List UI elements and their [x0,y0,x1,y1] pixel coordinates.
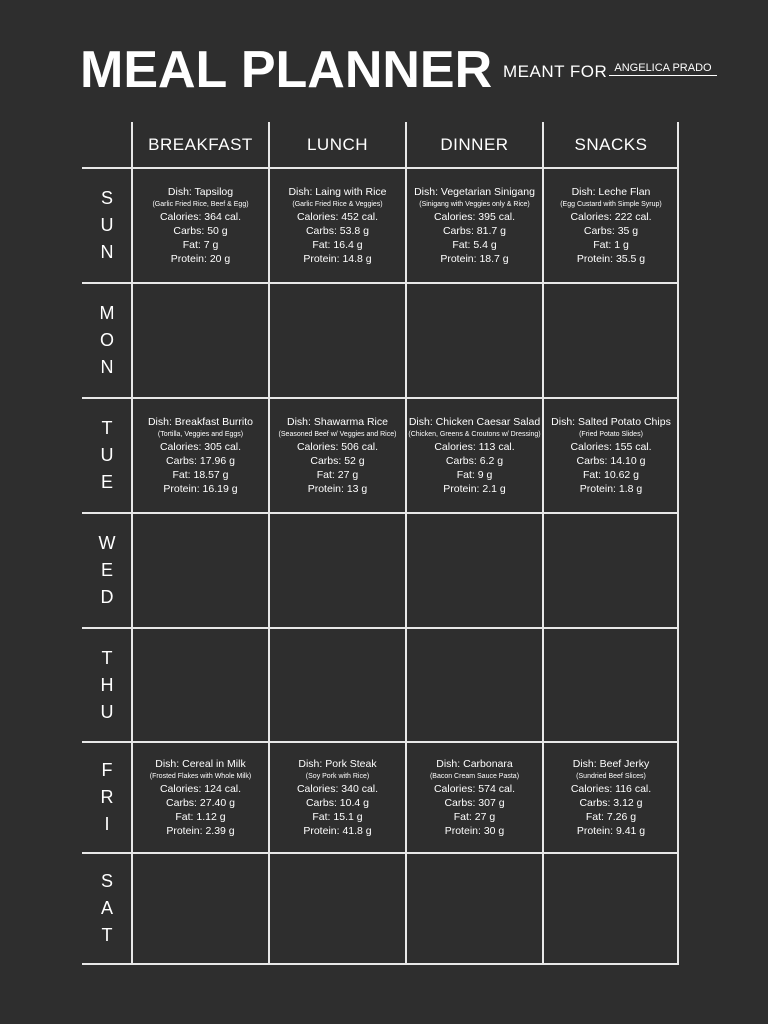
meal-calories: Calories: 155 cal. [570,441,652,453]
meal-cell[interactable] [132,398,269,513]
meal-dish: Dish: Tapsilog [167,186,234,198]
meal-cell[interactable] [269,168,406,283]
meal-cell[interactable] [406,742,543,853]
day-letter: N [100,357,114,377]
meal-dish: Dish: Cereal in Milk [155,758,246,770]
meal-fat: Fat: 15.1 g [312,811,363,823]
meal-dish: Dish: Chicken Caesar Salad [408,416,541,428]
day-letter: E [100,472,113,492]
meal-cell[interactable] [269,513,406,628]
meal-cell[interactable] [543,168,679,283]
day-letter: R [100,787,114,807]
day-letter: I [104,814,110,834]
meal-fat: Fat: 7 g [182,239,219,251]
day-letter: O [99,330,114,350]
meal-desc: (Tortilla, Veggies and Eggs) [157,431,244,438]
day-letter: T [101,647,113,668]
meal-cell[interactable] [406,283,543,398]
day-label [82,853,132,964]
meal-desc: (Garlic Fried Rice & Veggies) [292,201,383,208]
meal-desc: (Seasoned Beef w/ Veggies and Rice) [278,431,397,438]
day-label [82,168,132,283]
meal-fat: Fat: 1.12 g [175,811,226,823]
meal-desc: (Frosted Flakes with Whole Milk) [149,773,252,780]
meal-fat: Fat: 1 g [593,239,629,251]
meal-cell[interactable] [269,398,406,513]
meal-planner-grid [82,122,679,964]
day-label [82,283,132,398]
meal-cell[interactable] [132,853,269,964]
day-letter: A [100,898,113,918]
meal-cell[interactable] [543,742,679,853]
meal-protein: Protein: 18.7 g [440,253,509,265]
meal-cell[interactable] [543,398,679,513]
meal-cell[interactable] [269,742,406,853]
meal-protein: Protein: 14.8 g [303,253,372,265]
meal-fat: Fat: 9 g [456,469,493,481]
meal-cell[interactable] [406,628,543,742]
meal-dish: Dish: Salted Potato Chips [551,416,671,428]
meal-dish: Dish: Carbonara [436,758,513,770]
meal-protein: Protein: 13 g [307,483,368,495]
meal-carbs: Carbs: 307 g [444,797,505,809]
day-letter: E [100,560,113,580]
meal-carbs: Carbs: 14.10 g [576,455,646,467]
meal-dish: Dish: Vegetarian Sinigang [414,186,535,198]
meal-carbs: Carbs: 52 g [310,455,365,467]
meal-protein: Protein: 16.19 g [163,483,238,495]
meal-desc: (Garlic Fried Rice, Beef & Egg) [152,201,249,208]
day-letter: U [100,215,114,235]
meal-cell[interactable] [132,742,269,853]
meal-fat: Fat: 16.4 g [312,239,363,251]
meal-protein: Protein: 9.41 g [576,825,646,837]
meal-calories: Calories: 116 cal. [570,783,652,795]
page-title: MEAL PLANNER [80,41,493,99]
meal-cell[interactable] [269,283,406,398]
meal-desc: (Sinigang with Veggies only & Rice) [419,201,530,208]
day-letter: W [98,533,116,553]
meal-calories: Calories: 506 cal. [296,441,379,453]
meal-carbs: Carbs: 81.7 g [442,225,507,237]
meal-fat: Fat: 10.62 g [582,469,640,481]
meal-carbs: Carbs: 6.2 g [445,455,504,467]
meal-calories: Calories: 395 cal. [433,211,516,223]
meal-protein: Protein: 2.1 g [443,483,506,495]
meal-fat: Fat: 5.4 g [452,239,497,251]
meal-cell[interactable] [269,628,406,742]
day-letter: T [101,925,113,945]
day-letter: T [101,418,113,438]
meal-cell[interactable] [406,513,543,628]
meal-dish: Dish: Laing with Rice [288,186,387,198]
meal-cell[interactable] [543,513,679,628]
meal-protein: Protein: 1.8 g [579,483,643,495]
day-label [82,398,132,513]
day-letter: M [99,303,115,323]
meal-desc: (Chicken, Greens & Croutons w/ Dressing) [408,431,541,438]
meal-carbs: Carbs: 53.8 g [305,225,370,237]
meal-cell[interactable] [406,398,543,513]
meal-carbs: Carbs: 10.4 g [305,797,370,809]
meal-calories: Calories: 124 cal. [159,783,242,795]
day-letter: N [100,242,114,262]
meal-dish: Dish: Pork Steak [298,758,377,770]
meal-protein: Protein: 2.39 g [166,825,235,837]
day-letter: S [100,871,113,891]
meal-desc: (Bacon Cream Sauce Pasta) [429,773,520,780]
meal-carbs: Carbs: 27.40 g [166,797,235,809]
meal-cell[interactable] [132,283,269,398]
meal-carbs: Carbs: 3.12 g [579,797,643,809]
meal-cell[interactable] [406,853,543,964]
day-letter: U [100,445,114,465]
column-header-snacks: SNACKS [574,135,648,154]
meal-fat: Fat: 27 g [453,811,496,823]
day-label [82,513,132,628]
day-letter: S [100,188,113,208]
meant-for-label: MEANT FOR [503,62,608,81]
meal-cell[interactable] [543,283,679,398]
meal-calories: Calories: 364 cal. [159,211,242,223]
meal-dish: Dish: Leche Flan [571,186,651,198]
day-letter: H [100,674,114,695]
meal-cell[interactable] [132,628,269,742]
meal-carbs: Carbs: 35 g [583,225,639,237]
meal-calories: Calories: 113 cal. [434,441,515,453]
meal-desc: (Egg Custard with Simple Syrup) [560,201,662,208]
meal-protein: Protein: 35.5 g [576,253,646,265]
meal-dish: Dish: Shawarma Rice [287,416,388,428]
day-letter: U [100,701,114,722]
column-header-dinner: DINNER [440,135,509,154]
meal-cell[interactable] [132,168,269,283]
meal-cell[interactable] [543,853,679,964]
meal-calories: Calories: 452 cal. [296,211,379,223]
meal-fat: Fat: 27 g [316,469,359,481]
meal-desc: (Fried Potato Slides) [579,431,643,438]
meant-for-name: ANGELICA PRADO [609,62,717,76]
meal-desc: (Soy Pork with Rice) [305,773,370,780]
meal-dish: Dish: Breakfast Burrito [147,416,254,428]
meal-dish: Dish: Beef Jerky [572,758,650,770]
meal-calories: Calories: 340 cal. [296,783,379,795]
meal-calories: Calories: 305 cal. [159,441,242,453]
meal-calories: Calories: 222 cal. [570,211,652,223]
day-label [82,628,132,742]
meal-cell[interactable] [269,853,406,964]
meal-protein: Protein: 30 g [444,825,505,837]
column-header-lunch: LUNCH [306,135,369,154]
meal-cell[interactable] [543,628,679,742]
meal-carbs: Carbs: 50 g [173,225,228,237]
day-label [82,742,132,853]
meal-cell[interactable] [132,513,269,628]
column-header-breakfast: BREAKFAST [148,135,253,154]
day-letter: D [100,587,114,607]
meal-fat: Fat: 7.26 g [585,811,637,823]
meal-desc: (Sundried Beef Slices) [576,773,646,780]
meal-protein: Protein: 41.8 g [303,825,372,837]
meal-cell[interactable] [406,168,543,283]
meal-protein: Protein: 20 g [170,253,231,265]
meal-fat: Fat: 18.57 g [172,469,229,481]
day-letter: F [101,760,113,780]
meal-carbs: Carbs: 17.96 g [166,455,235,467]
meal-calories: Calories: 574 cal. [433,783,516,795]
